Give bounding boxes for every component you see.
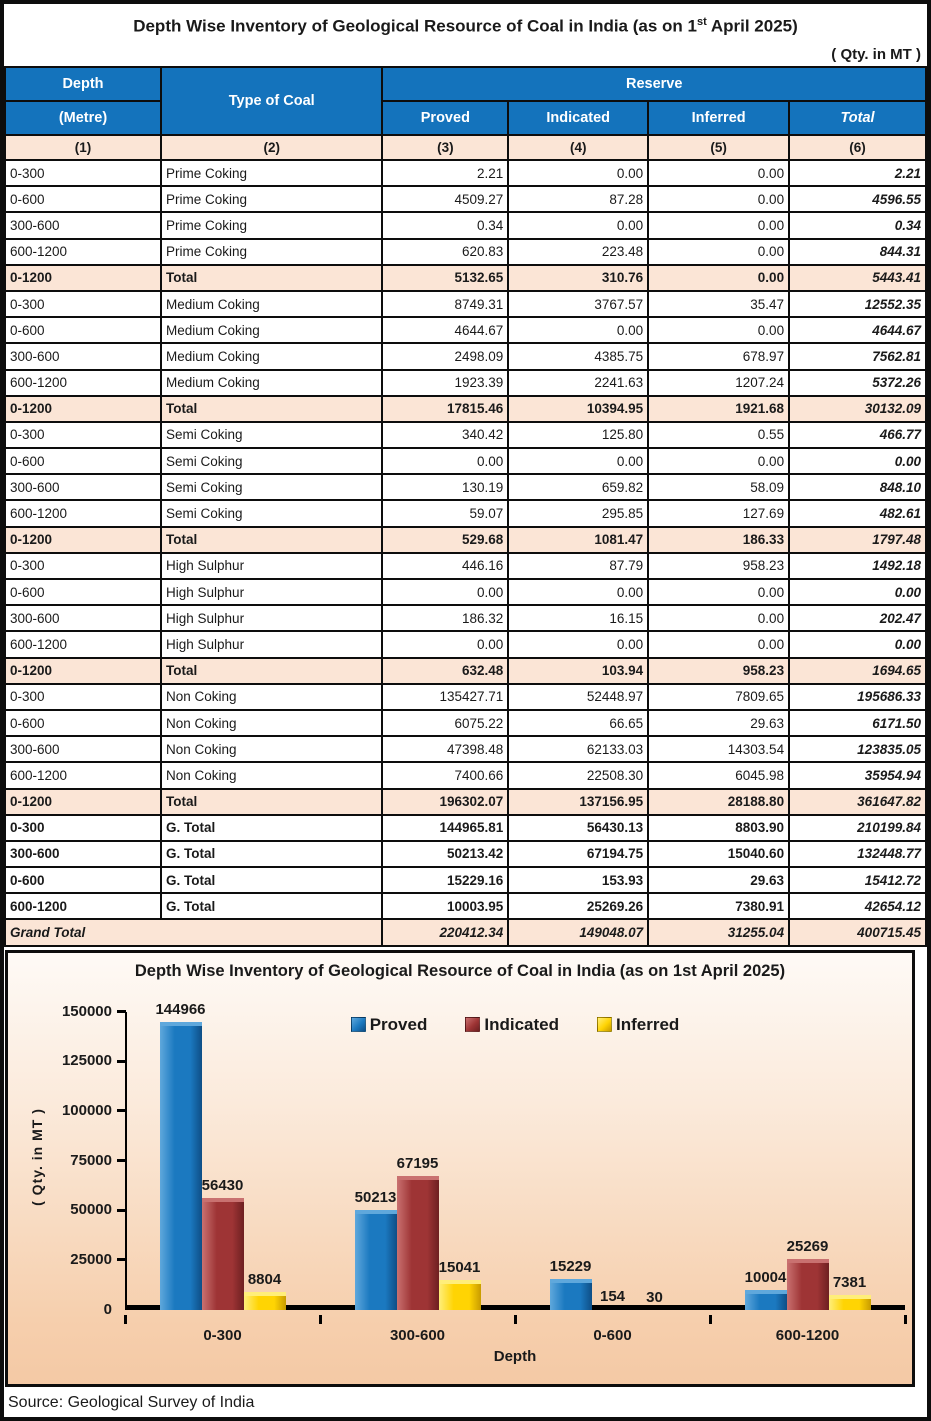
cell-depth: 300-600 bbox=[5, 841, 161, 867]
y-tick-mark bbox=[117, 1010, 126, 1013]
cell-type: Semi Coking bbox=[161, 448, 382, 474]
cell-depth: 0-600 bbox=[5, 579, 161, 605]
header-row-1 bbox=[5, 67, 926, 101]
bar-proved bbox=[550, 1279, 592, 1309]
cell-total: 844.31 bbox=[789, 239, 926, 265]
cell-proved: 340.42 bbox=[382, 422, 508, 448]
cell-total: 6171.50 bbox=[789, 710, 926, 736]
y-tick-mark bbox=[117, 1209, 126, 1212]
cell-inferred: 0.00 bbox=[648, 239, 789, 265]
cell-total: 361647.82 bbox=[789, 789, 926, 815]
page-title bbox=[4, 4, 927, 37]
cell-depth: 0-600 bbox=[5, 317, 161, 343]
legend-item-inferred bbox=[597, 1015, 679, 1035]
bar-value-label: 144966 bbox=[155, 1000, 206, 1018]
cell-type: Total bbox=[161, 396, 382, 422]
cell-depth: 0-1200 bbox=[5, 527, 161, 553]
header-indicated: Indicated bbox=[508, 101, 648, 135]
table-row bbox=[5, 239, 926, 265]
cell-inferred: 1921.68 bbox=[648, 396, 789, 422]
bar-value-label: 25269 bbox=[786, 1238, 829, 1256]
cell-total: 15412.72 bbox=[789, 867, 926, 893]
title-superscript: st bbox=[696, 16, 707, 28]
cell-inferred: 0.00 bbox=[648, 160, 789, 186]
cell-type: High Sulphur bbox=[161, 579, 382, 605]
cell-indicated: 66.65 bbox=[508, 710, 648, 736]
cell-indicated: 0.00 bbox=[508, 579, 648, 605]
x-tick-mark bbox=[124, 1315, 127, 1324]
cell-proved: 220412.34 bbox=[382, 919, 508, 945]
cell-proved: 17815.46 bbox=[382, 396, 508, 422]
table-row bbox=[5, 343, 926, 369]
cell-depth: 600-1200 bbox=[5, 631, 161, 657]
cell-indicated: 310.76 bbox=[508, 265, 648, 291]
cell-depth: 300-600 bbox=[5, 605, 161, 631]
cell-total: 400715.45 bbox=[789, 919, 926, 945]
y-tick-label: 75000 bbox=[70, 1151, 112, 1169]
cell-total: 0.00 bbox=[789, 448, 926, 474]
cell-type: Non Coking bbox=[161, 736, 382, 762]
cell-proved: 196302.07 bbox=[382, 789, 508, 815]
cell-total: 0.00 bbox=[789, 631, 926, 657]
cell-total: 4644.67 bbox=[789, 317, 926, 343]
cell-total: 1492.18 bbox=[789, 553, 926, 579]
cell-total: 123835.05 bbox=[789, 736, 926, 762]
cell-type: Total bbox=[161, 789, 382, 815]
bar-value-label: 30 bbox=[646, 1288, 663, 1306]
cell-proved: 529.68 bbox=[382, 527, 508, 553]
inventory-table bbox=[4, 66, 927, 947]
cell-type: Total bbox=[161, 527, 382, 553]
cell-proved: 15229.16 bbox=[382, 867, 508, 893]
cell-indicated: 67194.75 bbox=[508, 841, 648, 867]
cell-total: 210199.84 bbox=[789, 815, 926, 841]
x-category-label: 600-1200 bbox=[775, 1326, 840, 1344]
cell-inferred: 15040.60 bbox=[648, 841, 789, 867]
cell-type: G. Total bbox=[161, 815, 382, 841]
bar-proved bbox=[745, 1290, 787, 1310]
x-category-label: 300-600 bbox=[389, 1326, 446, 1344]
cell-total: 132448.77 bbox=[789, 841, 926, 867]
x-tick-mark bbox=[709, 1315, 712, 1324]
cell-indicated: 0.00 bbox=[508, 160, 648, 186]
header-depth: Depth bbox=[5, 67, 161, 101]
y-axis-label: ( Qty. in MT ) bbox=[29, 1107, 45, 1206]
cell-total: 195686.33 bbox=[789, 684, 926, 710]
cell-proved: 135427.71 bbox=[382, 684, 508, 710]
cell-inferred: 186.33 bbox=[648, 527, 789, 553]
legend-swatch-icon bbox=[597, 1017, 612, 1032]
cell-depth: 600-1200 bbox=[5, 239, 161, 265]
cell-type: Total bbox=[161, 658, 382, 684]
legend-swatch-icon bbox=[465, 1017, 480, 1032]
cell-inferred: 29.63 bbox=[648, 867, 789, 893]
cell-indicated: 22508.30 bbox=[508, 762, 648, 788]
legend-item-proved bbox=[351, 1015, 428, 1035]
cell-indicated: 0.00 bbox=[508, 448, 648, 474]
cell-inferred: 0.00 bbox=[648, 265, 789, 291]
cell-total: 5443.41 bbox=[789, 265, 926, 291]
bar-value-label: 15041 bbox=[438, 1258, 481, 1276]
cell-depth: 0-300 bbox=[5, 684, 161, 710]
table-row bbox=[5, 160, 926, 186]
table-row bbox=[5, 736, 926, 762]
cell-inferred: 14303.54 bbox=[648, 736, 789, 762]
cell-inferred: 0.00 bbox=[648, 579, 789, 605]
cell-indicated: 103.94 bbox=[508, 658, 648, 684]
x-tick-mark bbox=[904, 1315, 907, 1324]
col-number: (4) bbox=[508, 135, 648, 160]
cell-inferred: 0.00 bbox=[648, 605, 789, 631]
x-category-label: 0-300 bbox=[203, 1326, 242, 1344]
cell-indicated: 25269.26 bbox=[508, 893, 648, 919]
cell-indicated: 149048.07 bbox=[508, 919, 648, 945]
cell-total: 202.47 bbox=[789, 605, 926, 631]
bar-inferred bbox=[829, 1295, 871, 1310]
y-tick-mark bbox=[117, 1258, 126, 1261]
cell-inferred: 7380.91 bbox=[648, 893, 789, 919]
cell-type: Non Coking bbox=[161, 710, 382, 736]
cell-total: 1694.65 bbox=[789, 658, 926, 684]
cell-total: 0.00 bbox=[789, 579, 926, 605]
bar-proved bbox=[355, 1210, 397, 1310]
cell-proved: 186.32 bbox=[382, 605, 508, 631]
cell-depth: 0-300 bbox=[5, 815, 161, 841]
cell-type: Medium Coking bbox=[161, 291, 382, 317]
table-row bbox=[5, 815, 926, 841]
cell-indicated: 659.82 bbox=[508, 474, 648, 500]
cell-inferred: 0.00 bbox=[648, 186, 789, 212]
cell-proved: 2.21 bbox=[382, 160, 508, 186]
cell-indicated: 153.93 bbox=[508, 867, 648, 893]
y-tick-label: 0 bbox=[103, 1300, 112, 1318]
cell-depth: 300-600 bbox=[5, 736, 161, 762]
cell-depth: 0-600 bbox=[5, 867, 161, 893]
legend-label: Indicated bbox=[484, 1014, 559, 1034]
cell-total: 4596.55 bbox=[789, 186, 926, 212]
cell-indicated: 16.15 bbox=[508, 605, 648, 631]
y-tick-mark bbox=[117, 1060, 126, 1063]
col-number: (6) bbox=[789, 135, 926, 160]
cell-inferred: 31255.04 bbox=[648, 919, 789, 945]
cell-type: Non Coking bbox=[161, 762, 382, 788]
cell-indicated: 87.79 bbox=[508, 553, 648, 579]
cell-indicated: 295.85 bbox=[508, 500, 648, 526]
cell-grand-total-label: Grand Total bbox=[5, 919, 382, 945]
chart-legend bbox=[125, 1015, 905, 1035]
cell-total: 848.10 bbox=[789, 474, 926, 500]
table-row bbox=[5, 317, 926, 343]
table-header bbox=[5, 67, 926, 160]
header-metre: (Metre) bbox=[5, 101, 161, 135]
table-row bbox=[5, 893, 926, 919]
page-title-text: Depth Wise Inventory of Geological Resource of Coal in India (as on 1 bbox=[133, 16, 697, 36]
cell-indicated: 52448.97 bbox=[508, 684, 648, 710]
cell-depth: 0-1200 bbox=[5, 789, 161, 815]
cell-indicated: 87.28 bbox=[508, 186, 648, 212]
table-row bbox=[5, 370, 926, 396]
cell-depth: 600-1200 bbox=[5, 370, 161, 396]
bar-indicated bbox=[787, 1259, 829, 1309]
cell-proved: 50213.42 bbox=[382, 841, 508, 867]
cell-inferred: 0.55 bbox=[648, 422, 789, 448]
cell-type: Medium Coking bbox=[161, 370, 382, 396]
table-row bbox=[5, 658, 926, 684]
cell-total: 35954.94 bbox=[789, 762, 926, 788]
table-row bbox=[5, 291, 926, 317]
legend-swatch-icon bbox=[351, 1017, 366, 1032]
cell-inferred: 678.97 bbox=[648, 343, 789, 369]
bar-value-label: 15229 bbox=[549, 1258, 592, 1276]
table-row bbox=[5, 553, 926, 579]
cell-type: Total bbox=[161, 265, 382, 291]
cell-type: Medium Coking bbox=[161, 317, 382, 343]
cell-proved: 632.48 bbox=[382, 658, 508, 684]
cell-type: Prime Coking bbox=[161, 212, 382, 238]
cell-depth: 300-600 bbox=[5, 212, 161, 238]
cell-type: Semi Coking bbox=[161, 422, 382, 448]
cell-proved: 130.19 bbox=[382, 474, 508, 500]
cell-depth: 0-300 bbox=[5, 291, 161, 317]
cell-depth: 600-1200 bbox=[5, 893, 161, 919]
cell-depth: 0-1200 bbox=[5, 396, 161, 422]
cell-type: Prime Coking bbox=[161, 239, 382, 265]
table-row bbox=[5, 527, 926, 553]
cell-indicated: 10394.95 bbox=[508, 396, 648, 422]
cell-type: Prime Coking bbox=[161, 160, 382, 186]
cell-proved: 6075.22 bbox=[382, 710, 508, 736]
cell-total: 2.21 bbox=[789, 160, 926, 186]
cell-proved: 620.83 bbox=[382, 239, 508, 265]
cell-total: 1797.48 bbox=[789, 527, 926, 553]
cell-proved: 4644.67 bbox=[382, 317, 508, 343]
header-total: Total bbox=[789, 101, 926, 135]
cell-inferred: 1207.24 bbox=[648, 370, 789, 396]
table-row bbox=[5, 500, 926, 526]
cell-indicated: 1081.47 bbox=[508, 527, 648, 553]
cell-depth: 0-300 bbox=[5, 553, 161, 579]
bar-value-label: 50213 bbox=[354, 1188, 397, 1206]
cell-type: G. Total bbox=[161, 867, 382, 893]
y-tick-mark bbox=[117, 1109, 126, 1112]
cell-inferred: 28188.80 bbox=[648, 789, 789, 815]
legend-item-indicated bbox=[465, 1015, 559, 1035]
table-row bbox=[5, 265, 926, 291]
table-body bbox=[5, 160, 926, 946]
cell-type: Non Coking bbox=[161, 684, 382, 710]
table-row bbox=[5, 710, 926, 736]
cell-indicated: 4385.75 bbox=[508, 343, 648, 369]
cell-indicated: 125.80 bbox=[508, 422, 648, 448]
col-number: (5) bbox=[648, 135, 789, 160]
x-axis-title: Depth bbox=[493, 1347, 537, 1365]
cell-proved: 47398.48 bbox=[382, 736, 508, 762]
y-tick-label: 125000 bbox=[61, 1052, 112, 1070]
cell-depth: 0-600 bbox=[5, 186, 161, 212]
bar-value-label: 10004 bbox=[744, 1268, 787, 1286]
col-number: (2) bbox=[161, 135, 382, 160]
cell-proved: 0.00 bbox=[382, 631, 508, 657]
header-row-2 bbox=[5, 101, 926, 135]
cell-inferred: 58.09 bbox=[648, 474, 789, 500]
cell-type: High Sulphur bbox=[161, 631, 382, 657]
cell-depth: 0-600 bbox=[5, 710, 161, 736]
bar-value-label: 8804 bbox=[247, 1271, 282, 1289]
cell-indicated: 0.00 bbox=[508, 631, 648, 657]
cell-type: G. Total bbox=[161, 893, 382, 919]
cell-depth: 300-600 bbox=[5, 343, 161, 369]
cell-inferred: 127.69 bbox=[648, 500, 789, 526]
page-title-tail: April 2025) bbox=[706, 16, 798, 36]
bar-indicated bbox=[202, 1198, 244, 1310]
cell-depth: 300-600 bbox=[5, 474, 161, 500]
col-number: (1) bbox=[5, 135, 161, 160]
table-row bbox=[5, 448, 926, 474]
bar-value-label: 154 bbox=[599, 1288, 626, 1306]
cell-inferred: 958.23 bbox=[648, 553, 789, 579]
cell-proved: 59.07 bbox=[382, 500, 508, 526]
x-tick-mark bbox=[319, 1315, 322, 1324]
cell-proved: 8749.31 bbox=[382, 291, 508, 317]
x-tick-mark bbox=[514, 1315, 517, 1324]
cell-total: 12552.35 bbox=[789, 291, 926, 317]
table-row bbox=[5, 841, 926, 867]
bar-inferred bbox=[244, 1292, 286, 1309]
y-tick-label: 25000 bbox=[70, 1250, 112, 1268]
cell-indicated: 3767.57 bbox=[508, 291, 648, 317]
legend-label: Proved bbox=[369, 1014, 428, 1034]
table-row bbox=[5, 919, 926, 945]
header-type-of-coal: Type of Coal bbox=[161, 67, 382, 135]
table-row bbox=[5, 212, 926, 238]
cell-proved: 10003.95 bbox=[382, 893, 508, 919]
cell-total: 5372.26 bbox=[789, 370, 926, 396]
cell-inferred: 8803.90 bbox=[648, 815, 789, 841]
cell-proved: 7400.66 bbox=[382, 762, 508, 788]
chart-title: Depth Wise Inventory of Geological Resource of Coal in India (as on 1st April 2025) bbox=[134, 961, 786, 980]
cell-total: 7562.81 bbox=[789, 343, 926, 369]
cell-indicated: 0.00 bbox=[508, 317, 648, 343]
table-row bbox=[5, 605, 926, 631]
bar-indicated bbox=[397, 1176, 439, 1309]
table-row bbox=[5, 631, 926, 657]
table-row bbox=[5, 762, 926, 788]
source-line: Source: Geological Survey of India bbox=[8, 1393, 255, 1411]
cell-depth: 0-300 bbox=[5, 160, 161, 186]
table-row bbox=[5, 789, 926, 815]
cell-inferred: 958.23 bbox=[648, 658, 789, 684]
cell-type: Prime Coking bbox=[161, 186, 382, 212]
header-proved: Proved bbox=[382, 101, 508, 135]
cell-type: Medium Coking bbox=[161, 343, 382, 369]
cell-type: High Sulphur bbox=[161, 553, 382, 579]
y-tick-label: 100000 bbox=[61, 1101, 112, 1119]
title-box bbox=[4, 4, 927, 66]
bar-value-label: 67195 bbox=[396, 1155, 439, 1173]
header-reserve: Reserve bbox=[382, 67, 926, 101]
x-category-label: 0-600 bbox=[593, 1326, 632, 1344]
cell-proved: 0.00 bbox=[382, 448, 508, 474]
cell-proved: 0.00 bbox=[382, 579, 508, 605]
cell-inferred: 0.00 bbox=[648, 317, 789, 343]
table-row bbox=[5, 186, 926, 212]
bar-inferred bbox=[439, 1280, 481, 1310]
cell-depth: 0-1200 bbox=[5, 658, 161, 684]
cell-indicated: 137156.95 bbox=[508, 789, 648, 815]
cell-total: 30132.09 bbox=[789, 396, 926, 422]
bar-value-label: 7381 bbox=[832, 1273, 867, 1291]
cell-inferred: 0.00 bbox=[648, 212, 789, 238]
legend-label: Inferred bbox=[615, 1014, 680, 1034]
cell-inferred: 7809.65 bbox=[648, 684, 789, 710]
cell-depth: 0-1200 bbox=[5, 265, 161, 291]
table-row bbox=[5, 867, 926, 893]
cell-total: 466.77 bbox=[789, 422, 926, 448]
col-number: (3) bbox=[382, 135, 508, 160]
cell-total: 0.34 bbox=[789, 212, 926, 238]
cell-proved: 1923.39 bbox=[382, 370, 508, 396]
table-row bbox=[5, 422, 926, 448]
cell-inferred: 29.63 bbox=[648, 710, 789, 736]
bar-value-label: 56430 bbox=[201, 1176, 244, 1194]
header-inferred: Inferred bbox=[648, 101, 789, 135]
cell-indicated: 2241.63 bbox=[508, 370, 648, 396]
y-tick-label: 150000 bbox=[61, 1002, 112, 1020]
cell-depth: 0-600 bbox=[5, 448, 161, 474]
cell-inferred: 0.00 bbox=[648, 631, 789, 657]
table-row bbox=[5, 684, 926, 710]
cell-type: Semi Coking bbox=[161, 474, 382, 500]
cell-proved: 144965.81 bbox=[382, 815, 508, 841]
cell-indicated: 62133.03 bbox=[508, 736, 648, 762]
bar-proved bbox=[160, 1022, 202, 1310]
cell-inferred: 6045.98 bbox=[648, 762, 789, 788]
cell-depth: 600-1200 bbox=[5, 500, 161, 526]
table-row bbox=[5, 396, 926, 422]
bar-chart bbox=[5, 950, 915, 1387]
cell-proved: 5132.65 bbox=[382, 265, 508, 291]
cell-proved: 0.34 bbox=[382, 212, 508, 238]
qty-unit-note: ( Qty. in MT ) bbox=[831, 46, 921, 63]
table-row bbox=[5, 579, 926, 605]
table-row bbox=[5, 474, 926, 500]
cell-indicated: 56430.13 bbox=[508, 815, 648, 841]
cell-proved: 4509.27 bbox=[382, 186, 508, 212]
cell-proved: 2498.09 bbox=[382, 343, 508, 369]
y-tick-label: 50000 bbox=[70, 1201, 112, 1219]
cell-type: G. Total bbox=[161, 841, 382, 867]
column-number-row bbox=[5, 135, 926, 160]
cell-type: Semi Coking bbox=[161, 500, 382, 526]
y-tick-mark bbox=[117, 1159, 126, 1162]
cell-depth: 0-300 bbox=[5, 422, 161, 448]
cell-indicated: 223.48 bbox=[508, 239, 648, 265]
cell-indicated: 0.00 bbox=[508, 212, 648, 238]
cell-depth: 600-1200 bbox=[5, 762, 161, 788]
cell-total: 42654.12 bbox=[789, 893, 926, 919]
cell-total: 482.61 bbox=[789, 500, 926, 526]
cell-inferred: 0.00 bbox=[648, 448, 789, 474]
cell-proved: 446.16 bbox=[382, 553, 508, 579]
cell-type: High Sulphur bbox=[161, 605, 382, 631]
cell-inferred: 35.47 bbox=[648, 291, 789, 317]
